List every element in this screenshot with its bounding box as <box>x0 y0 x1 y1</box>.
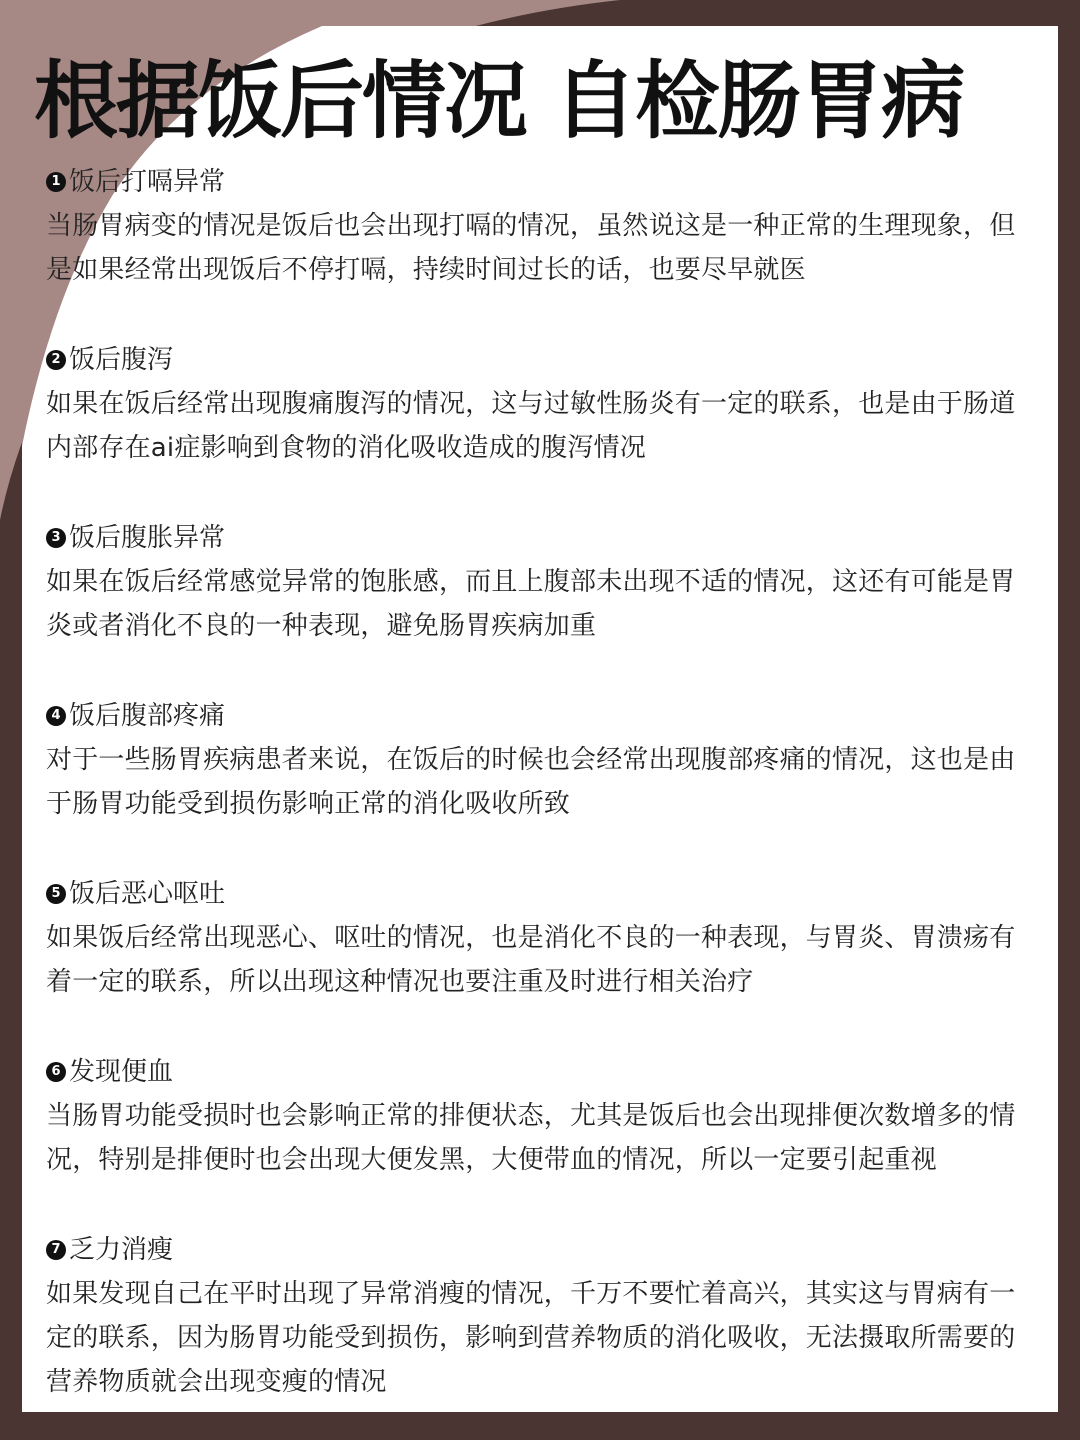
section-3 <box>46 518 1036 696</box>
section-heading <box>46 696 1036 736</box>
section-heading <box>46 162 1036 202</box>
section-heading <box>46 340 1036 380</box>
section-body: 如果在饭后经常出现腹痛腹泻的情况，这与过敏性肠炎有一定的联系，也是由于肠道内部存在ai症影响到食物的消化吸收造成的腹泻情况 <box>46 389 1016 463</box>
section-7 <box>46 1230 1036 1408</box>
section-heading-text: 饭后腹胀异常 <box>69 523 226 553</box>
number-badge: 3 <box>46 528 66 548</box>
section-heading <box>46 1230 1036 1270</box>
section-body: 如果在饭后经常感觉异常的饱胀感，而且上腹部未出现不适的情况，这还有可能是胃炎或者消化不良的一种表现，避免肠胃疾病加重 <box>46 567 1016 641</box>
number-badge: 7 <box>46 1240 66 1260</box>
section-1 <box>46 162 1036 340</box>
section-heading-text: 饭后腹泻 <box>69 345 174 375</box>
section-body: 如果饭后经常出现恶心、呕吐的情况，也是消化不良的一种表现，与胃炎、胃溃疡有着一定的联系，所以出现这种情况也要注重及时进行相关治疗 <box>46 923 1016 997</box>
section-body: 如果发现自己在平时出现了异常消瘦的情况，千万不要忙着高兴，其实这与胃病有一定的联系，因为肠胃功能受到损伤，影响到营养物质的消化吸收，无法摄取所需要的营养物质就会出现变瘦的情况 <box>46 1279 1016 1397</box>
section-heading-text: 饭后打嗝异常 <box>69 167 226 197</box>
section-list <box>46 162 1036 1408</box>
section-heading <box>46 518 1036 558</box>
section-body: 对于一些肠胃疾病患者来说，在饭后的时候也会经常出现腹部疼痛的情况，这也是由于肠胃功能受到损伤影响正常的消化吸收所致 <box>46 745 1016 819</box>
content-card <box>22 26 1058 1412</box>
section-heading-text: 乏力消瘦 <box>69 1235 174 1265</box>
section-heading-text: 饭后腹部疼痛 <box>69 701 226 731</box>
number-badge: 5 <box>46 884 66 904</box>
section-heading-text: 发现便血 <box>69 1057 174 1087</box>
number-badge: 2 <box>46 350 66 370</box>
section-4 <box>46 696 1036 874</box>
section-heading <box>46 1052 1036 1092</box>
page-title: 根据饭后情况 自检肠胃病 <box>34 52 964 150</box>
section-heading-text: 饭后恶心呕吐 <box>69 879 226 909</box>
section-2 <box>46 340 1036 518</box>
section-5 <box>46 874 1036 1052</box>
number-badge: 6 <box>46 1062 66 1082</box>
number-badge: 4 <box>46 706 66 726</box>
section-body: 当肠胃功能受损时也会影响正常的排便状态，尤其是饭后也会出现排便次数增多的情况，特别是排便时也会出现大便发黑，大便带血的情况，所以一定要引起重视 <box>46 1101 1016 1175</box>
number-badge: 1 <box>46 172 66 192</box>
section-6 <box>46 1052 1036 1230</box>
section-heading <box>46 874 1036 914</box>
section-body: 当肠胃病变的情况是饭后也会出现打嗝的情况，虽然说这是一种正常的生理现象，但是如果经常出现饭后不停打嗝，持续时间过长的话，也要尽早就医 <box>46 211 1016 285</box>
